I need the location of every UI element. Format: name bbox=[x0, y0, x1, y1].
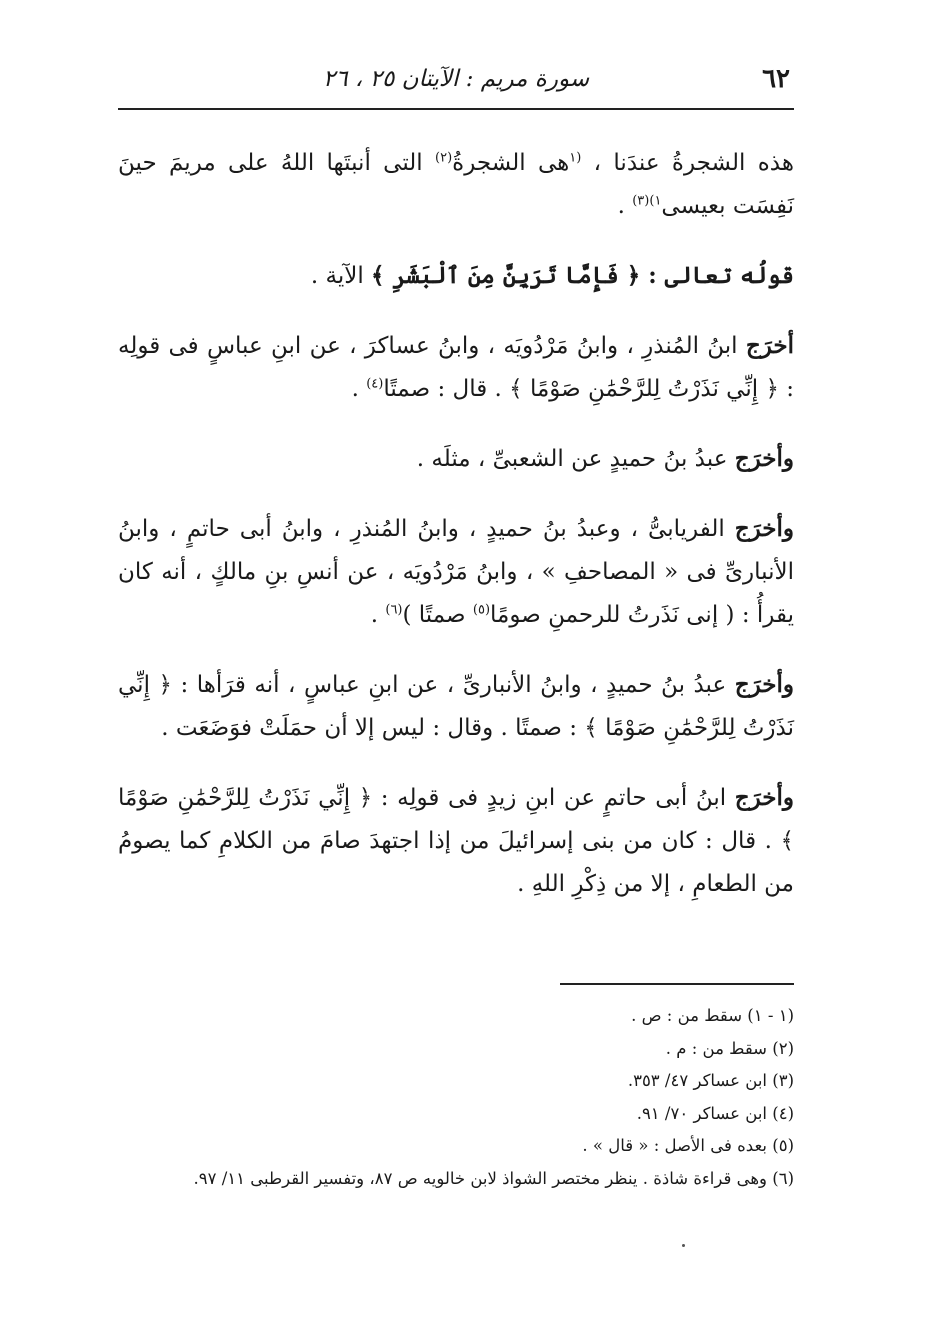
paragraph-text: ابنُ المُنذرِ ، وابنُ مَرْدُويَه ، وابنُ عساكرَ ، عن ابنِ عباسٍ فى قولِه : ﴿ إِنِّي نَذَرْتُ لِلرَّحْمَٰنِ صَوْمًا ﴾ . قال : صمتًا bbox=[118, 333, 794, 402]
paragraph-lead: وأخرَج bbox=[734, 671, 794, 698]
paragraph-lead: وأخرَج bbox=[734, 445, 794, 472]
paragraph-lead: وأخرَج bbox=[734, 784, 794, 811]
paragraph-text: الفريابىُّ ، وعبدُ بنُ حميدٍ ، وابنُ المُنذرِ ، وابنُ أبى حاتمٍ ، وابنُ الأنبارىِّ فى « المصاحفِ » ، وابنُ مَرْدُويَه ، عن أنسِ بنِ مالكٍ ، أنه كان يقرأُ : ( إنى نَذَرتُ للرحمنِ صومًا bbox=[118, 516, 794, 628]
footnote-item: (١ - ١) سقط من : ص . bbox=[631, 1006, 794, 1025]
paragraph-text: . bbox=[351, 376, 367, 402]
paragraph-text: . bbox=[617, 193, 633, 219]
paragraph bbox=[118, 324, 794, 411]
footnote-item: (٢) سقط من : م . bbox=[665, 1038, 794, 1058]
paragraph bbox=[118, 437, 794, 481]
paragraph-text: . bbox=[370, 602, 386, 628]
footnote-rule bbox=[560, 983, 794, 985]
header-rule bbox=[118, 108, 794, 110]
paragraph-lead: أخرَج bbox=[745, 332, 794, 359]
stray-mark bbox=[682, 1244, 685, 1247]
footnote-item: (٥) بعده فى الأصل : « قال » . bbox=[582, 1136, 794, 1155]
footnote-marker: (٤) bbox=[366, 376, 384, 392]
paragraph-text: التى أنبتَها اللهُ على مريمَ حينَ نَفِسَت بعيسى bbox=[118, 150, 794, 219]
page-header bbox=[118, 58, 794, 102]
paragraph bbox=[118, 254, 794, 298]
paragraph bbox=[118, 663, 794, 750]
paragraph-lead: قولُه تعالى : ﴿ فَإِمَّا تَرَيِنَّ مِنَ ٱلْبَشَرِ ﴾ bbox=[371, 262, 794, 289]
paragraph-text: ابنُ أبى حاتمٍ عن ابنِ زيدٍ فى قولِه : ﴿ إِنِّي نَذَرْتُ لِلرَّحْمَٰنِ صَوْمًا ﴾ . قال : كان من بنى إسرائيلَ من إذا اجتهدَ صامَ من الكلامِ كما يصومُ من الطعامِ ، إلا من ذِكْرِ اللهِ . bbox=[118, 785, 794, 897]
footnote-item: (٣) ابن عساكر ٤٧/ ٣٥٣. bbox=[627, 1071, 794, 1090]
paragraph-text: عبدُ بنُ حميدٍ عن الشعبىِّ ، مثلَه . bbox=[416, 446, 735, 472]
footnote-marker: (٥) bbox=[472, 602, 491, 618]
footnote-marker: (١ bbox=[569, 150, 582, 166]
footnote-marker: (٢) bbox=[435, 150, 453, 166]
paragraph bbox=[118, 507, 794, 637]
page-number: ٦٢ bbox=[762, 64, 790, 94]
footnote-item: (٤) ابن عساكر ٧٠/ ٩١. bbox=[636, 1103, 794, 1123]
paragraph-text: هذه الشجرةُ عندَنا ، bbox=[581, 150, 794, 176]
running-title: سورة مريم : الآيتان ٢٥ ، ٢٦ bbox=[322, 66, 590, 92]
paragraph-text: هى الشجرةُ bbox=[452, 150, 570, 176]
footnote-item: (٦) وهى قراءة شاذة . ينظر مختصر الشواذ لابن خالويه ص ٨٧، وتفسير القرطبى ١١/ ٩٧. bbox=[193, 1168, 794, 1188]
paragraph-text: عبدُ بنُ حميدٍ ، وابنُ الأنبارىِّ ، عن ابنِ عباسٍ ، أنه قرَأها : ﴿ إِنِّي نَذَرْتُ لِلرَّحْمَٰنِ صَوْمًا ﴾ : صمتًا . وقال : ليس إلا أن حمَلَتْ فوَضَعَت . bbox=[118, 672, 794, 741]
paragraph bbox=[118, 142, 794, 228]
footnotes-list bbox=[118, 1000, 794, 1195]
footnote-marker: ١)(٣) bbox=[632, 193, 662, 209]
paragraph-lead: وأخرَج bbox=[734, 515, 794, 542]
footnote-marker: (٦) bbox=[385, 602, 403, 618]
main-text bbox=[118, 142, 794, 932]
paragraph-text: صمتًا ) bbox=[402, 602, 473, 628]
paragraph bbox=[118, 776, 794, 906]
paragraph-text: الآية . bbox=[310, 263, 372, 289]
